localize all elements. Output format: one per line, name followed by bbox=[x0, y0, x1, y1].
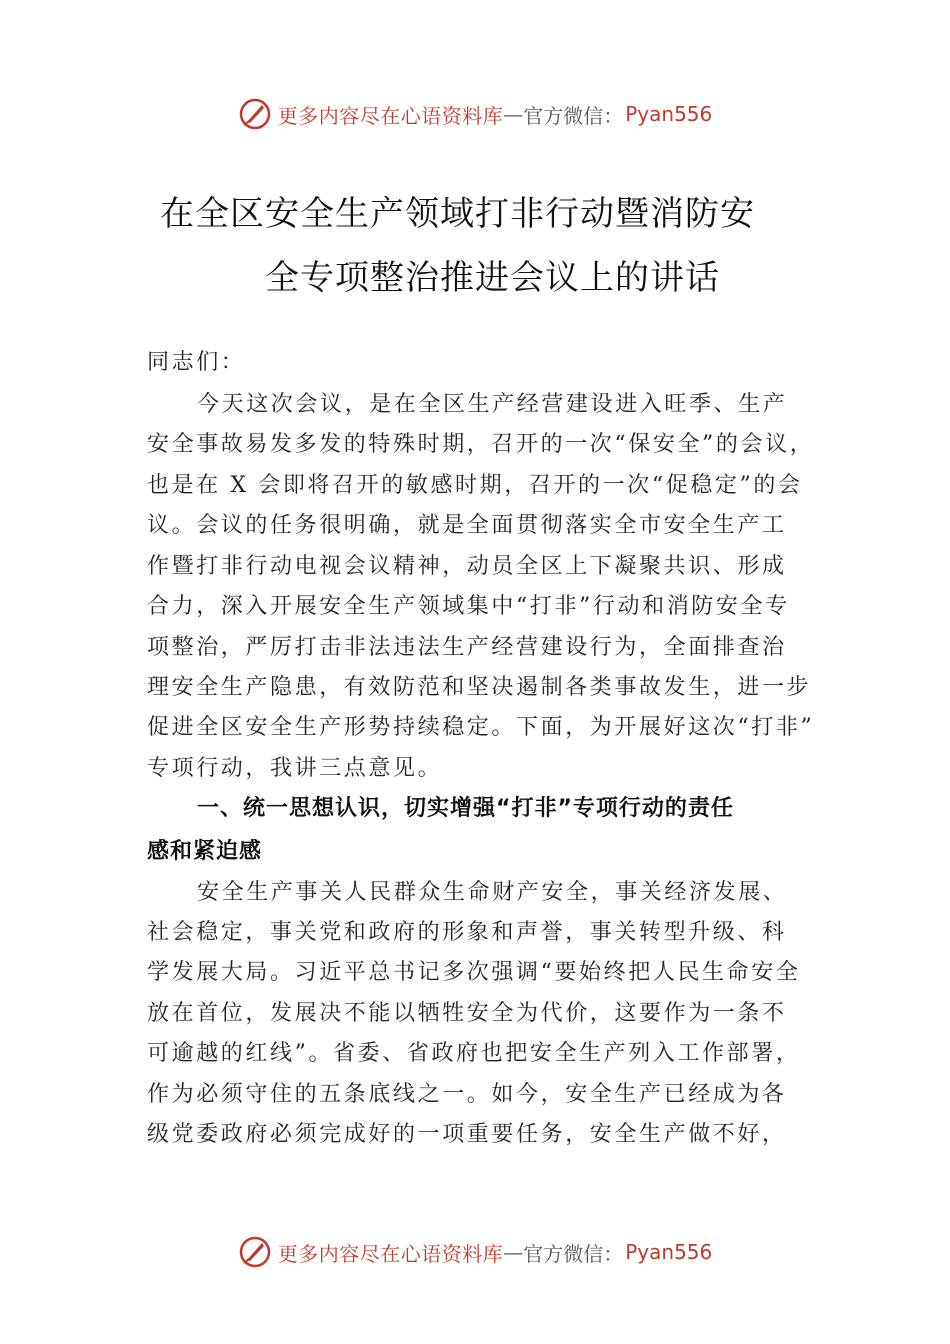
banner-separator: — bbox=[503, 102, 524, 126]
paragraph-2-line: 作为必须守住的五条底线之一。如今，安全生产已经成为各 bbox=[147, 1082, 787, 1107]
footer-banner bbox=[0, 1232, 950, 1272]
document-title-line-2: 全专项整治推进会议上的讲话 bbox=[265, 258, 720, 298]
paragraph-2-line: 学发展大局。习近平总书记多次强调“要始终把人民生命安全 bbox=[147, 960, 801, 985]
paragraph-2-line: 可逾越的红线”。省委、省政府也把安全生产列入工作部署， bbox=[147, 1041, 801, 1066]
banner-text: 更多内容尽在心语资料库 bbox=[277, 1241, 504, 1266]
header-banner bbox=[0, 94, 950, 134]
paragraph-1-line: 专项行动，我讲三点意见。 bbox=[147, 756, 443, 781]
paragraph-1-line: 也是在 X 会即将召开的敏感时期，召开的一次“促稳定”的会 bbox=[147, 473, 803, 498]
section-heading-1: 一、统一思想认识，切实增强“打非”专项行动的责任 bbox=[197, 796, 734, 821]
quill-logo-icon bbox=[238, 1235, 272, 1269]
paragraph-1-line: 安全事故易发多发的特殊时期，召开的一次“保安全”的会议， bbox=[147, 432, 815, 457]
paragraph-1-line: 今天这次会议，是在全区生产经营建设进入旺季、生产 bbox=[197, 392, 788, 417]
quill-logo-icon bbox=[238, 97, 272, 131]
banner-separator: — bbox=[503, 1240, 524, 1264]
paragraph-2-line: 社会稳定，事关党和政府的形象和声誉，事关转型升级、科 bbox=[147, 920, 787, 945]
banner-wechat-label: 官方微信： bbox=[523, 1241, 624, 1266]
paragraph-1-line: 促进全区安全生产形势持续稳定。下面，为开展好这次“打非” bbox=[147, 715, 815, 740]
banner-wechat-label: 官方微信： bbox=[523, 103, 624, 128]
paragraph-1-line: 作暨打非行动电视会议精神，动员全区上下凝聚共识、形成 bbox=[147, 554, 787, 579]
paragraph-1-line: 项整治，严厉打击非法违法生产经营建设行为，全面排查治 bbox=[147, 635, 787, 660]
salutation: 同志们： bbox=[147, 350, 246, 375]
banner-wechat-id: Pyan556 bbox=[625, 102, 713, 126]
section-heading-1: 感和紧迫感 bbox=[147, 839, 263, 864]
document-title-line-1: 在全区安全生产领域打非行动暨消防安 bbox=[160, 194, 755, 234]
paragraph-1-line: 合力，深入开展安全生产领域集中“打非”行动和消防安全专 bbox=[147, 594, 790, 619]
banner-wechat-id: Pyan556 bbox=[625, 1240, 713, 1264]
paragraph-1-line: 议。会议的任务很明确，就是全面贯彻落实全市安全生产工 bbox=[147, 513, 787, 538]
banner-text: 更多内容尽在心语资料库 bbox=[277, 103, 504, 128]
paragraph-2-line: 安全生产事关人民群众生命财产安全，事关经济发展、 bbox=[197, 880, 788, 905]
paragraph-2-line: 放在首位，发展决不能以牺牲安全为代价，这要作为一条不 bbox=[147, 1001, 787, 1026]
paragraph-1-line: 理安全生产隐患，有效防范和坚决遏制各类事故发生，进一步 bbox=[147, 675, 812, 700]
paragraph-2-line: 级党委政府必须完成好的一项重要任务，安全生产做不好， bbox=[147, 1122, 787, 1147]
